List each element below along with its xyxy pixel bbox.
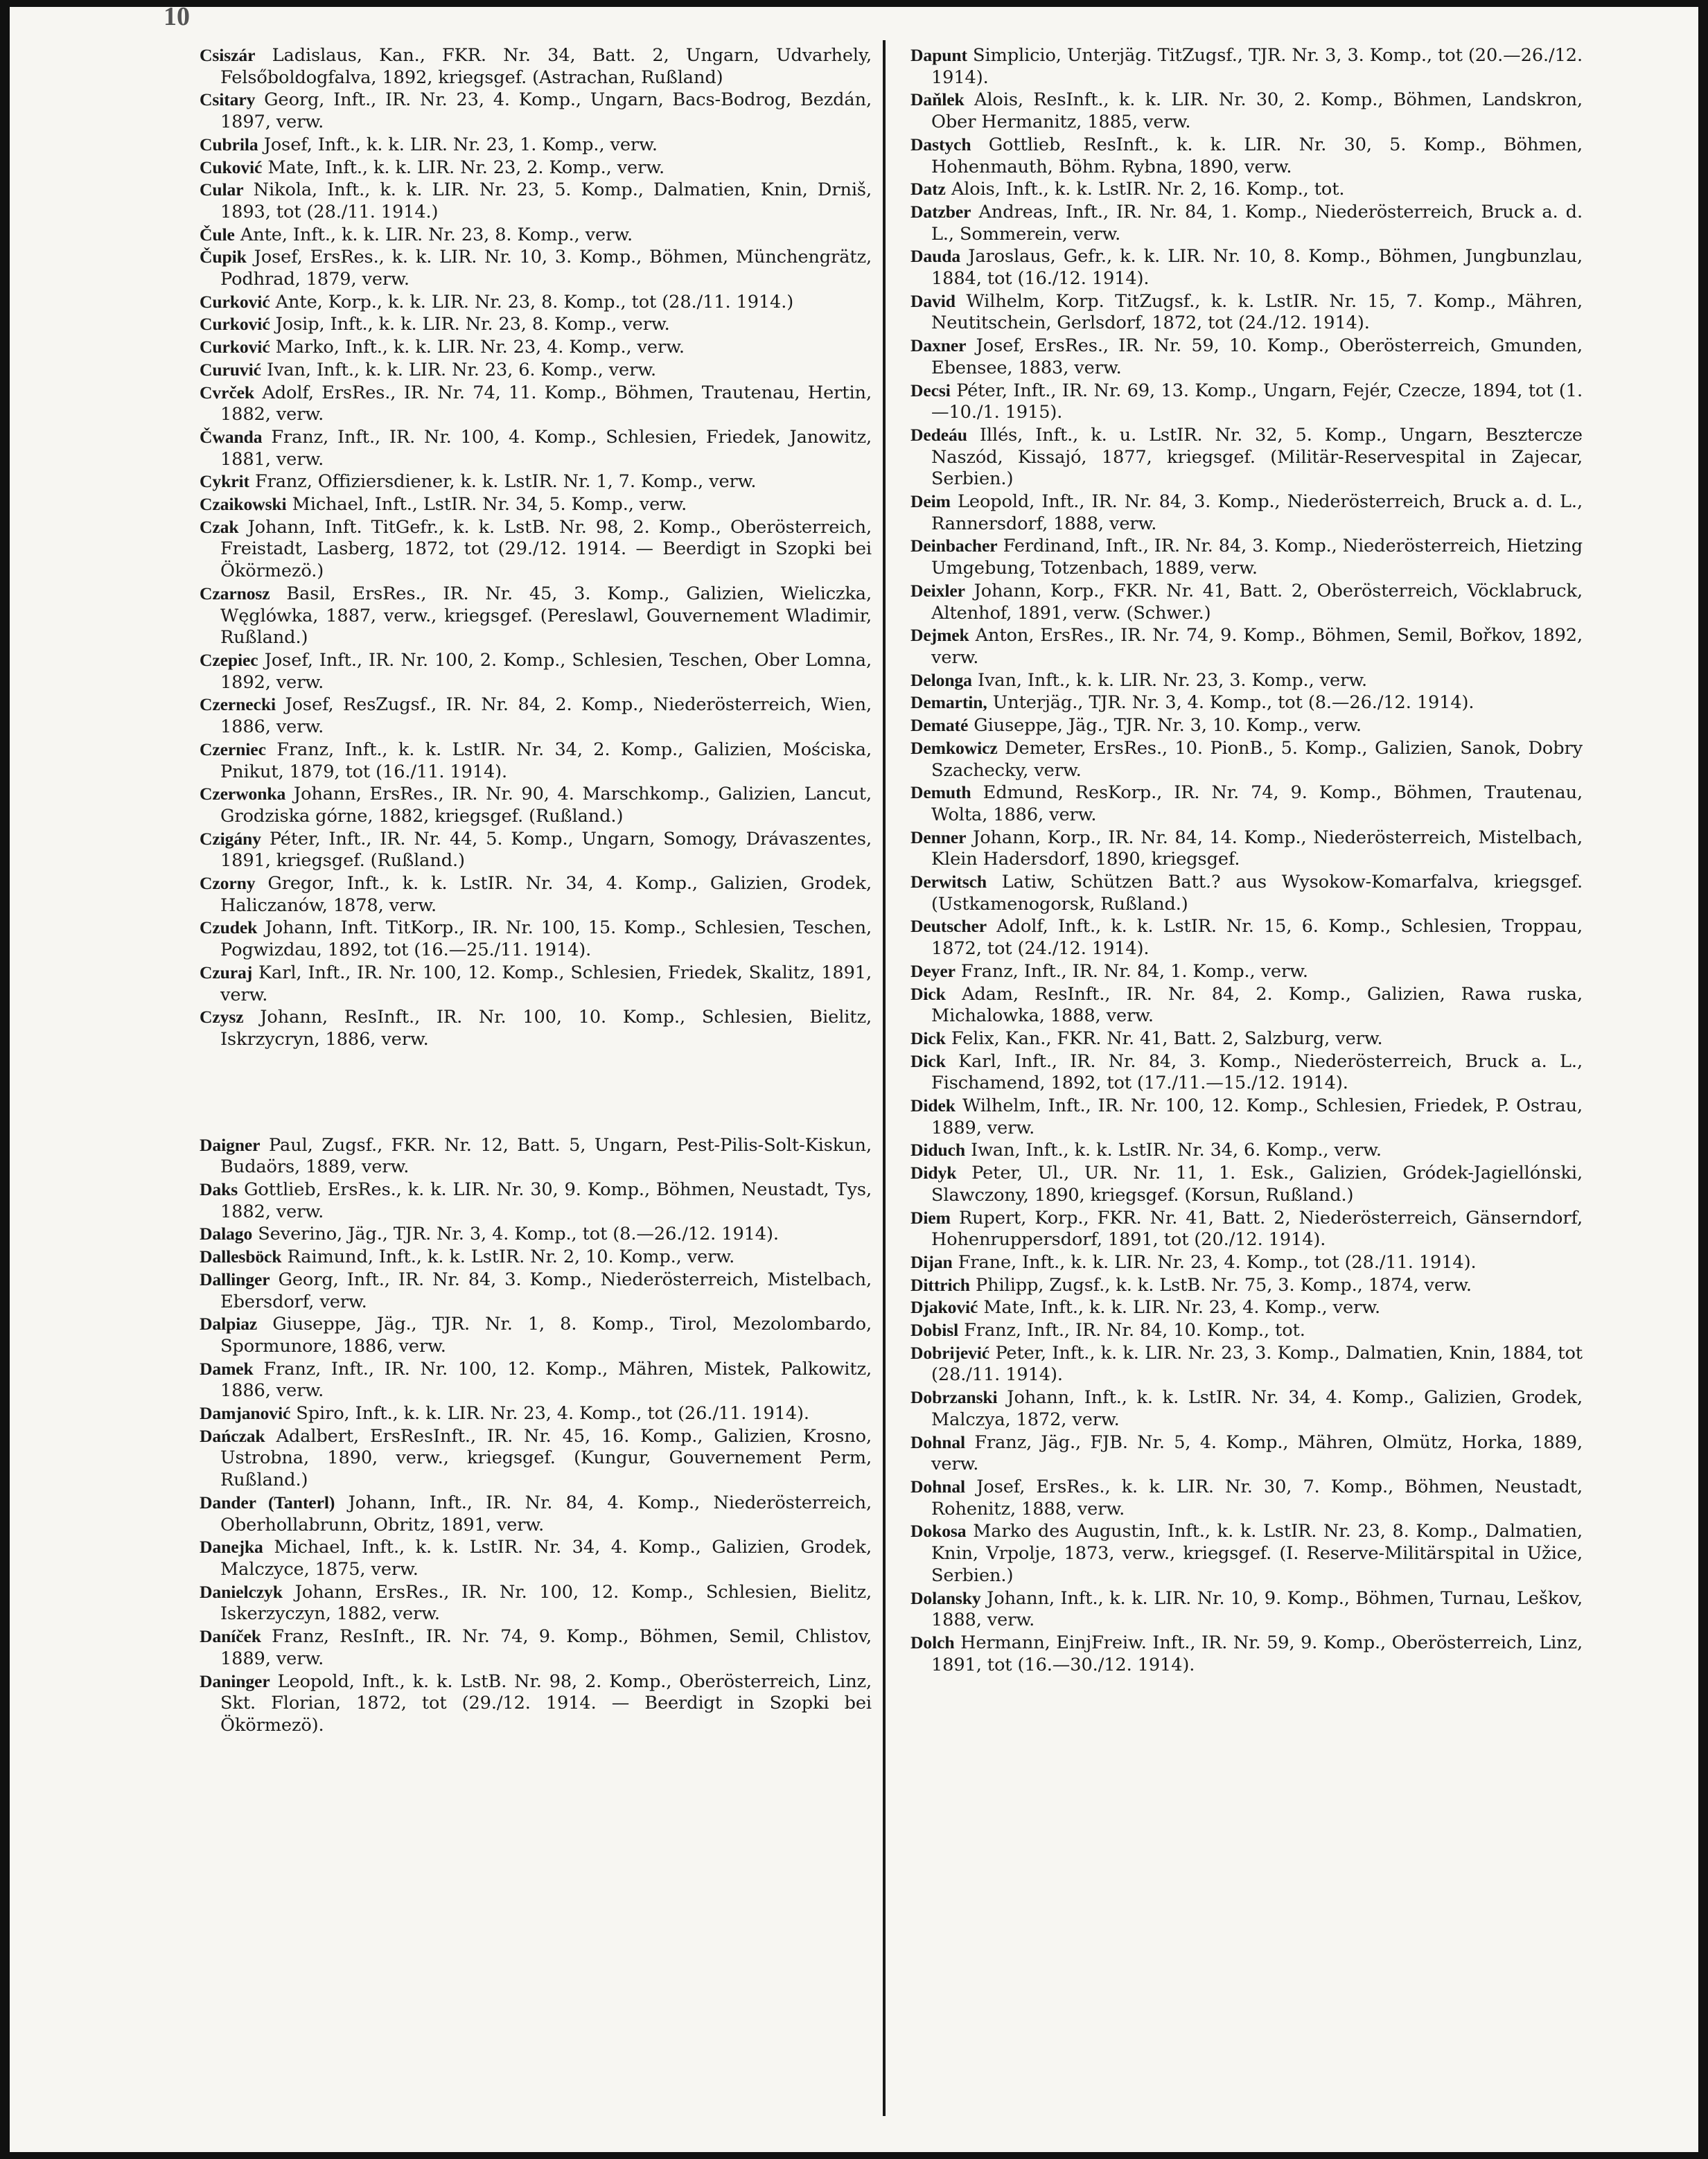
list-entry xyxy=(200,1223,872,1246)
entry-surname: Dohnal xyxy=(910,1477,966,1497)
entry-details: Franz, Inft., IR. Nr. 100, 12. Komp., Mähren, Mistek, Palkowitz, 1886, verw. xyxy=(220,1358,872,1402)
entry-details: Franz, Inft., IR. Nr. 100, 4. Komp., Schlesien, Friedek, Janowitz, 1881, verw. xyxy=(220,426,872,470)
entry-surname: Dick xyxy=(910,1050,946,1071)
list-entry xyxy=(910,89,1583,133)
list-entry xyxy=(200,1425,872,1492)
entry-surname: Czysz xyxy=(200,1007,244,1028)
list-entry xyxy=(200,649,872,694)
entry-surname: Daníček xyxy=(200,1626,261,1647)
entry-surname: Deyer xyxy=(910,960,956,981)
list-entry xyxy=(200,1134,872,1179)
entry-surname: Dallinger xyxy=(200,1269,270,1289)
entry-details: Wilhelm, Inft., IR. Nr. 100, 12. Komp., Schlesien, Friedek, P. Ostrau, 1889, verw. xyxy=(931,1095,1583,1138)
list-entry xyxy=(200,44,872,89)
entry-details: Gottlieb, ErsRes., k. k. LIR. Nr. 30, 9. Komp., Böhmen, Neustadt, Tys, 1882, verw. xyxy=(220,1179,872,1222)
entry-surname: Czigány xyxy=(200,828,261,849)
list-entry xyxy=(910,1095,1583,1139)
list-entry xyxy=(910,669,1583,692)
list-entry xyxy=(910,201,1583,245)
entry-surname: Czerniec xyxy=(200,739,266,759)
entry-details: Karl, Inft., IR. Nr. 100, 12. Komp., Schlesien, Friedek, Skalitz, 1891, verw. xyxy=(220,962,872,1005)
list-entry xyxy=(910,1520,1583,1587)
entry-surname: Cubrila xyxy=(200,134,258,155)
list-entry xyxy=(910,871,1583,915)
list-entry xyxy=(200,134,872,157)
entry-details: Basil, ErsRes., IR. Nr. 45, 3. Komp., Galizien, Wieliczka, Węglówka, 1887, verw., kriegsgef. (Pereslawl, Gouvernement Wladimir, Rußland.) xyxy=(220,583,872,649)
list-entry xyxy=(200,1246,872,1269)
entry-details: Johann, Inft. TitGefr., k. k. LstB. Nr. 98, 2. Komp., Oberösterreich, Freistadt, Lasberg, 1872, tot (29./12. 1914. — Beerdigt in Szopki bei Ökörmezö.) xyxy=(220,516,872,582)
entry-surname: Djaković xyxy=(910,1297,978,1318)
list-entry xyxy=(200,1402,872,1425)
entry-surname: Czudek xyxy=(200,917,258,938)
entry-details: Jaroslaus, Gefr., k. k. LIR. Nr. 10, 8. Komp., Böhmen, Jungbunzlau, 1884, tot (16./12. 1914). xyxy=(931,246,1583,290)
entry-surname: Dalago xyxy=(200,1224,253,1244)
entry-surname: Czarnosz xyxy=(200,583,270,603)
entry-surname: Dobrzanski xyxy=(910,1387,998,1408)
list-entry xyxy=(910,1386,1583,1431)
entry-surname: Dander (Tanterl) xyxy=(200,1492,335,1513)
entry-details: Johann, Inft. TitKorp., IR. Nr. 100, 15. Komp., Schlesien, Teschen, Pogwizdau, 1892, tot (16.—25./11. 1914). xyxy=(220,917,872,961)
list-entry xyxy=(910,1476,1583,1520)
entry-details: Simplicio, Unterjäg. TitZugsf., TJR. Nr. 3, 3. Komp., tot (20.—26./12. 1914). xyxy=(931,45,1583,88)
entry-details: Marko, Inft., k. k. LIR. Nr. 23, 4. Komp., verw. xyxy=(275,337,685,358)
entry-details: Anton, ErsRes., IR. Nr. 74, 9. Komp., Böhmen, Semil, Bořkov, 1892, verw. xyxy=(931,625,1583,668)
list-entry xyxy=(200,516,872,583)
entry-surname: Deutscher xyxy=(910,916,987,937)
entry-surname: Czaikowski xyxy=(200,494,287,515)
entry-details: Peter, Ul., UR. Nr. 11, 1. Esk., Galizien, Gródek-Jagiellónski, Slawczony, 1890, kriegsgef. (Korsun, Rußland.) xyxy=(931,1163,1583,1206)
entry-surname: Datzber xyxy=(910,201,971,222)
list-entry xyxy=(910,691,1583,714)
entry-surname: Decsi xyxy=(910,380,951,400)
list-entry xyxy=(910,1028,1583,1050)
entry-details: Adalbert, ErsResInft., IR. Nr. 45, 16. Komp., Galizien, Krosno, Ustrobna, 1890, verw., kriegsgef. (Kungur, Gouvernement Perm, Rußland.) xyxy=(220,1425,872,1491)
entry-surname: Csiszár xyxy=(200,45,256,65)
entry-details: Giuseppe, Jäg., TJR. Nr. 3, 10. Komp., verw. xyxy=(974,715,1362,737)
list-entry xyxy=(910,1587,1583,1632)
list-entry xyxy=(200,1492,872,1536)
entry-details: Josef, ErsRes., IR. Nr. 59, 10. Komp., Oberösterreich, Gmunden, Ebensee, 1883, verw. xyxy=(931,335,1583,378)
entry-surname: Dokosa xyxy=(910,1521,967,1542)
entry-details: Johann, Inft., IR. Nr. 84, 4. Komp., Niederösterreich, Oberhollabrunn, Obritz, 1891, verw. xyxy=(220,1492,872,1535)
list-entry xyxy=(200,359,872,382)
list-entry xyxy=(200,1179,872,1223)
entry-surname: Deixler xyxy=(910,580,965,601)
list-entry xyxy=(200,1536,872,1580)
entry-surname: Dastych xyxy=(910,134,971,155)
entry-details: Georg, Inft., IR. Nr. 23, 4. Komp., Ungarn, Bacs-Bodrog, Bezdán, 1897, verw. xyxy=(220,89,872,133)
entry-details: Iwan, Inft., k. k. LstIR. Nr. 34, 6. Komp., verw. xyxy=(971,1140,1382,1161)
entry-details: Péter, Inft., IR. Nr. 44, 5. Komp., Ungarn, Somogy, Drávaszentes, 1891, kriegsgef. (Rußland.) xyxy=(220,828,872,872)
entry-surname: Dedeáu xyxy=(910,424,967,445)
entry-details: Josef, ResZugsf., IR. Nr. 84, 2. Komp., Niederösterreich, Wien, 1886, verw. xyxy=(220,694,872,738)
entry-surname: Czorny xyxy=(200,873,256,894)
entry-details: Josip, Inft., k. k. LIR. Nr. 23, 8. Komp., verw. xyxy=(275,314,670,335)
list-entry xyxy=(200,917,872,961)
entry-surname: Delonga xyxy=(910,669,972,690)
entry-surname: Damjanović xyxy=(200,1403,291,1424)
entry-details: Josef, Inft., k. k. LIR. Nr. 23, 1. Komp., verw. xyxy=(263,134,658,155)
entry-details: Johann, ErsRes., IR. Nr. 90, 4. Marschkomp., Galizien, Lancut, Grodziska górne, 1882, kriegsgef. (Rußland.) xyxy=(220,784,872,827)
entry-details: Mate, Inft., k. k. LIR. Nr. 23, 2. Komp., verw. xyxy=(267,157,665,178)
entry-details: Paul, Zugsf., FKR. Nr. 12, Batt. 5, Ungarn, Pest-Pilis-Solt-Kiskun, Budaörs, 1889, verw. xyxy=(220,1134,872,1178)
entry-details: Edmund, ResKorp., IR. Nr. 74, 9. Komp., Böhmen, Trautenau, Wolta, 1886, verw. xyxy=(931,782,1583,825)
entry-details: Andreas, Inft., IR. Nr. 84, 1. Komp., Niederösterreich, Bruck a. d. L., Sommerein, verw. xyxy=(931,201,1583,245)
list-entry xyxy=(910,960,1583,983)
entry-surname: Dallesböck xyxy=(200,1246,282,1267)
entry-surname: Dapunt xyxy=(910,45,967,65)
entry-surname: Csitary xyxy=(200,89,256,110)
list-entry xyxy=(910,1162,1583,1206)
list-entry xyxy=(200,1671,872,1737)
entry-surname: Demkowicz xyxy=(910,737,998,758)
list-entry xyxy=(910,1274,1583,1297)
entry-details: Adam, ResInft., IR. Nr. 84, 2. Komp., Galizien, Rawa ruska, Michalowka, 1888, verw. xyxy=(931,983,1583,1027)
entry-details: Illés, Inft., k. u. LstIR. Nr. 32, 5. Komp., Ungarn, Besztercze Naszód, Kissajó, 1877, kriegsgef. (Militär-Reservespital in Zajecar, Serbien.) xyxy=(931,424,1583,490)
entry-surname: Čule xyxy=(200,224,235,245)
list-entry xyxy=(200,382,872,426)
entry-details: Severino, Jäg., TJR. Nr. 3, 4. Komp., tot (8.—26./12. 1914). xyxy=(258,1224,779,1245)
list-entry xyxy=(910,580,1583,624)
list-entry xyxy=(200,739,872,783)
entry-details: Franz, Inft., IR. Nr. 84, 10. Komp., tot. xyxy=(964,1320,1305,1341)
entry-surname: Daks xyxy=(200,1179,238,1200)
entry-details: Alois, Inft., k. k. LstIR. Nr. 2, 16. Komp., tot. xyxy=(951,179,1345,200)
entry-surname: Diem xyxy=(910,1207,951,1228)
entry-surname: Cuković xyxy=(200,157,263,177)
list-entry xyxy=(200,694,872,738)
entry-details: Michael, Inft., LstIR. Nr. 34, 5. Komp., verw. xyxy=(292,494,687,515)
entry-details: Gregor, Inft., k. k. LstIR. Nr. 34, 4. Komp., Galizien, Grodek, Haliczanów, 1878, verw. xyxy=(220,873,872,916)
entry-surname: Danejka xyxy=(200,1537,263,1558)
entry-details: Adolf, ErsRes., IR. Nr. 74, 11. Komp., Böhmen, Trautenau, Hertin, 1882, verw. xyxy=(220,382,872,425)
list-entry xyxy=(910,424,1583,491)
list-entry xyxy=(200,872,872,917)
list-entry xyxy=(200,426,872,470)
entry-surname: Curuvić xyxy=(200,359,261,380)
list-entry xyxy=(200,291,872,314)
entry-details: Josef, ErsRes., k. k. LIR. Nr. 30, 7. Komp., Böhmen, Neustadt, Rohenitz, 1888, verw. xyxy=(931,1477,1583,1519)
list-entry xyxy=(910,335,1583,379)
list-entry xyxy=(200,1313,872,1357)
list-entry xyxy=(200,783,872,827)
entry-details: Franz, Jäg., FJB. Nr. 5, 4. Komp., Mähren, Olmütz, Horka, 1889, verw. xyxy=(931,1431,1583,1475)
entry-details: Alois, ResInft., k. k. LIR. Nr. 30, 2. Komp., Böhmen, Landskron, Ober Hermanitz, 1885, verw. xyxy=(931,89,1583,133)
list-entry xyxy=(200,828,872,872)
list-entry xyxy=(910,1207,1583,1251)
entry-surname: Demuth xyxy=(910,782,971,803)
list-entry xyxy=(910,915,1583,960)
entry-details: Ante, Inft., k. k. LIR. Nr. 23, 8. Komp., verw. xyxy=(240,224,633,245)
entry-surname: Dobrijević xyxy=(910,1342,990,1363)
entry-details: Georg, Inft., IR. Nr. 84, 3. Komp., Niederösterreich, Mistelbach, Ebersdorf, verw. xyxy=(220,1269,872,1312)
entry-details: Hermann, EinjFreiw. Inft., IR. Nr. 59, 9. Komp., Oberösterreich, Linz, 1891, tot (16.—30./12. 1914). xyxy=(931,1632,1583,1675)
entry-surname: Dick xyxy=(910,983,946,1004)
list-entry xyxy=(200,89,872,133)
entry-details: Ivan, Inft., k. k. LIR. Nr. 23, 6. Komp., verw. xyxy=(266,359,657,380)
entry-surname: Datz xyxy=(910,179,946,200)
entry-surname: Czuraj xyxy=(200,962,253,982)
entry-details: Johann, Korp., IR. Nr. 84, 14. Komp., Niederösterreich, Mistelbach, Klein Hadersdorf, 1890, kriegsgef. xyxy=(931,827,1583,870)
entry-details: Leopold, Inft., k. k. LstB. Nr. 98, 2. Komp., Oberösterreich, Linz, Skt. Florian, 1872, tot (29./12. 1914. — Beerdigt in Szopki bei Ökörmezö). xyxy=(220,1671,872,1736)
entry-details: Karl, Inft., IR. Nr. 84, 3. Komp., Niederösterreich, Bruck a. L., Fischamend, 1892, tot (17./11.—15./12. 1914). xyxy=(931,1050,1583,1094)
entry-details: Adolf, Inft., k. k. LstIR. Nr. 15, 6. Komp., Schlesien, Troppau, 1872, tot (24./12. 1914). xyxy=(931,916,1583,960)
entry-surname: Demartin, xyxy=(910,692,987,713)
list-entry xyxy=(200,1358,872,1402)
entry-surname: Dolansky xyxy=(910,1587,981,1608)
list-entry xyxy=(910,535,1583,579)
list-entry xyxy=(910,1342,1583,1386)
entry-surname: David xyxy=(910,290,956,311)
entry-details: Franz, Inft., IR. Nr. 84, 1. Komp., verw. xyxy=(960,960,1308,982)
list-entry xyxy=(910,380,1583,424)
entry-details: Péter, Inft., IR. Nr. 69, 13. Komp., Ungarn, Fejér, Czecze, 1894, tot (1.—10./1. 1915). xyxy=(931,380,1583,423)
entry-surname: Czak xyxy=(200,516,239,537)
entry-details: Raimund, Inft., k. k. LstIR. Nr. 2, 10. Komp., verw. xyxy=(287,1246,735,1268)
list-entry xyxy=(200,157,872,179)
column-divider xyxy=(883,40,886,2116)
entry-surname: Didek xyxy=(910,1095,956,1116)
entry-surname: Denner xyxy=(910,827,967,847)
entry-details: Franz, ResInft., IR. Nr. 74, 9. Komp., Böhmen, Semil, Chlistov, 1889, verw. xyxy=(220,1626,872,1669)
right-column xyxy=(910,44,1583,1676)
entry-details: Ladislaus, Kan., FKR. Nr. 34, Batt. 2, Ungarn, Udvarhely, Felsőboldogfalva, 1892, kriegsgef. (Astrachan, Rußland) xyxy=(220,45,872,88)
entry-details: Spiro, Inft., k. k. LIR. Nr. 23, 4. Komp., tot (26./11. 1914). xyxy=(296,1403,809,1425)
list-entry xyxy=(910,1296,1583,1319)
entry-details: Latiw, Schützen Batt.? aus Wysokow-Komarfalva, kriegsgef. (Ustkamenogorsk, Rußland.) xyxy=(931,872,1583,915)
entry-details: Wilhelm, Korp. TitZugsf., k. k. LstIR. Nr. 15, 7. Komp., Mähren, Neutitschein, Gerlsdorf, 1872, tot (24./12. 1914). xyxy=(931,290,1583,334)
entry-surname: Daigner xyxy=(200,1134,261,1155)
left-column xyxy=(200,44,872,1737)
entry-details: Johann, Inft., k. k. LstIR. Nr. 34, 4. Komp., Galizien, Grodek, Malczya, 1872, verw. xyxy=(931,1387,1583,1430)
entry-surname: Czernecki xyxy=(200,694,276,715)
list-entry xyxy=(200,246,872,290)
entry-surname: Dematé xyxy=(910,715,969,736)
entry-surname: Curković xyxy=(200,314,270,335)
entry-surname: Čwanda xyxy=(200,426,263,447)
entry-surname: Dobisl xyxy=(910,1320,959,1341)
entry-surname: Deinbacher xyxy=(910,536,998,556)
entry-details: Peter, Inft., k. k. LIR. Nr. 23, 3. Komp., Dalmatien, Knin, 1884, tot (28./11. 1914). xyxy=(931,1342,1583,1386)
entry-details: Franz, Offiziersdiener, k. k. LstIR. Nr. 1, 7. Komp., verw. xyxy=(254,471,757,493)
entry-surname: Didyk xyxy=(910,1163,957,1183)
list-entry xyxy=(200,1581,872,1625)
entry-surname: Derwitsch xyxy=(910,872,987,892)
entry-surname: Čupik xyxy=(200,247,247,267)
list-entry xyxy=(910,714,1583,737)
entry-details: Ante, Korp., k. k. LIR. Nr. 23, 8. Komp., tot (28./11. 1914.) xyxy=(275,291,794,312)
list-entry xyxy=(910,1632,1583,1676)
list-entry xyxy=(910,1139,1583,1162)
list-entry xyxy=(910,827,1583,871)
entry-surname: Dijan xyxy=(910,1251,953,1272)
entry-details: Franz, Inft., k. k. LstIR. Nr. 34, 2. Komp., Galizien, Mościska, Pnikut, 1879, tot (16./11. 1914). xyxy=(220,739,872,782)
entry-details: Felix, Kan., FKR. Nr. 41, Batt. 2, Salzburg, verw. xyxy=(951,1028,1383,1049)
list-entry xyxy=(910,245,1583,290)
entry-details: Ferdinand, Inft., IR. Nr. 84, 3. Komp., Niederösterreich, Hietzing Umgebung, Totzenbach, 1889, verw. xyxy=(931,536,1583,579)
entry-details: Giuseppe, Jäg., TJR. Nr. 1, 8. Komp., Tirol, Mezolombardo, Spormunore, 1886, verw. xyxy=(220,1314,872,1357)
list-entry xyxy=(200,179,872,223)
entry-surname: Diduch xyxy=(910,1140,966,1161)
entry-surname: Damek xyxy=(200,1358,254,1379)
entry-details: Unterjäg., TJR. Nr. 3, 4. Komp., tot (8.—26./12. 1914). xyxy=(992,692,1474,714)
list-entry xyxy=(910,1251,1583,1274)
entry-details: Josef, ErsRes., k. k. LIR. Nr. 10, 3. Komp., Böhmen, Münchengrätz, Podhrad, 1879, verw. xyxy=(220,247,872,290)
entry-details: Gottlieb, ResInft., k. k. LIR. Nr. 30, 5. Komp., Böhmen, Hohenmauth, Böhm. Rybna, 1890, verw. xyxy=(931,134,1583,177)
list-entry xyxy=(200,962,872,1006)
list-entry xyxy=(910,491,1583,535)
entry-details: Johann, ErsRes., IR. Nr. 100, 12. Komp., Schlesien, Bielitz, Iskerzyczyn, 1882, verw. xyxy=(220,1581,872,1625)
entry-surname: Cvrček xyxy=(200,382,254,403)
entry-details: Demeter, ErsRes., 10. PionB., 5. Komp., Galizien, Sanok, Dobry Szachecky, verw. xyxy=(931,737,1583,781)
list-entry xyxy=(200,470,872,493)
entry-details: Rupert, Korp., FKR. Nr. 41, Batt. 2, Niederösterreich, Gänserndorf, Hohenruppersdorf, 1891, tot (20./12. 1914). xyxy=(931,1207,1583,1251)
list-entry xyxy=(910,134,1583,178)
list-entry xyxy=(910,624,1583,669)
list-entry xyxy=(910,44,1583,89)
list-entry xyxy=(910,983,1583,1028)
entry-surname: Dohnal xyxy=(910,1431,966,1452)
entry-details: Michael, Inft., k. k. LstIR. Nr. 34, 4. Komp., Galizien, Grodek, Malczyce, 1875, verw. xyxy=(220,1537,872,1580)
list-entry xyxy=(910,290,1583,335)
entry-surname: Curković xyxy=(200,291,270,312)
entry-surname: Daňlek xyxy=(910,89,965,110)
entry-surname: Daxner xyxy=(910,335,967,356)
entry-surname: Dittrich xyxy=(910,1274,970,1295)
entry-surname: Dolch xyxy=(910,1632,955,1653)
entry-details: Marko des Augustin, Inft., k. k. LstIR. Nr. 23, 8. Komp., Dalmatien, Knin, Vrpolje, 1873, verw., kriegsgef. (I. Reserve-Militärspital in Užice, Serbien.) xyxy=(931,1521,1583,1586)
entry-details: Frane, Inft., k. k. LIR. Nr. 23, 4. Komp., tot (28./11. 1914). xyxy=(958,1251,1477,1273)
entry-details: Josef, Inft., IR. Nr. 100, 2. Komp., Schlesien, Teschen, Ober Lomna, 1892, verw. xyxy=(220,649,872,693)
page-number: 10 xyxy=(164,2,190,31)
entry-details: Johann, ResInft., IR. Nr. 100, 10. Komp., Schlesien, Bielitz, Iskrzycryn, 1886, verw. xyxy=(220,1007,872,1050)
entry-surname: Dańczak xyxy=(200,1425,265,1446)
list-entry xyxy=(910,178,1583,201)
entry-details: Leopold, Inft., IR. Nr. 84, 3. Komp., Niederösterreich, Bruck a. d. L., Rannersdorf, 1888, verw. xyxy=(931,491,1583,534)
entry-surname: Curković xyxy=(200,337,270,358)
list-entry xyxy=(200,336,872,359)
list-entry xyxy=(200,1269,872,1313)
list-entry xyxy=(200,1625,872,1670)
entry-details: Ivan, Inft., k. k. LIR. Nr. 23, 3. Komp., verw. xyxy=(977,669,1368,691)
entry-surname: Czerwonka xyxy=(200,784,286,804)
entry-surname: Dejmek xyxy=(910,625,969,646)
entry-surname: Dick xyxy=(910,1028,946,1048)
list-entry xyxy=(910,1431,1583,1476)
list-entry xyxy=(200,313,872,336)
list-entry xyxy=(200,493,872,516)
entry-surname: Czepiec xyxy=(200,649,258,670)
list-entry xyxy=(910,1050,1583,1095)
entry-surname: Cular xyxy=(200,179,244,200)
entry-details: Mate, Inft., k. k. LIR. Nr. 23, 4. Komp., verw. xyxy=(983,1297,1381,1319)
entry-surname: Dauda xyxy=(910,246,961,267)
entry-surname: Danielczyk xyxy=(200,1581,283,1602)
list-entry xyxy=(910,737,1583,782)
entry-details: Johann, Korp., FKR. Nr. 41, Batt. 2, Oberösterreich, Vöcklabruck, Altenhof, 1891, verw. (Schwer.) xyxy=(931,580,1583,624)
list-entry xyxy=(910,782,1583,826)
section-gap xyxy=(200,1051,872,1134)
entry-surname: Deim xyxy=(910,491,951,512)
entry-surname: Daninger xyxy=(200,1671,270,1691)
entry-details: Nikola, Inft., k. k. LIR. Nr. 23, 5. Komp., Dalmatien, Knin, Drniš, 1893, tot (28./11. 1914.) xyxy=(220,179,872,222)
entry-surname: Cykrit xyxy=(200,471,249,492)
list-entry xyxy=(910,1319,1583,1342)
entry-details: Johann, Inft., k. k. LIR. Nr. 10, 9. Komp., Böhmen, Turnau, Leškov, 1888, verw. xyxy=(931,1587,1583,1631)
list-entry xyxy=(200,1006,872,1050)
entry-surname: Dalpiaz xyxy=(200,1314,258,1334)
list-entry xyxy=(200,583,872,649)
entry-details: Philipp, Zugsf., k. k. LstB. Nr. 75, 3. Komp., 1874, verw. xyxy=(975,1274,1472,1296)
list-entry xyxy=(200,224,872,247)
